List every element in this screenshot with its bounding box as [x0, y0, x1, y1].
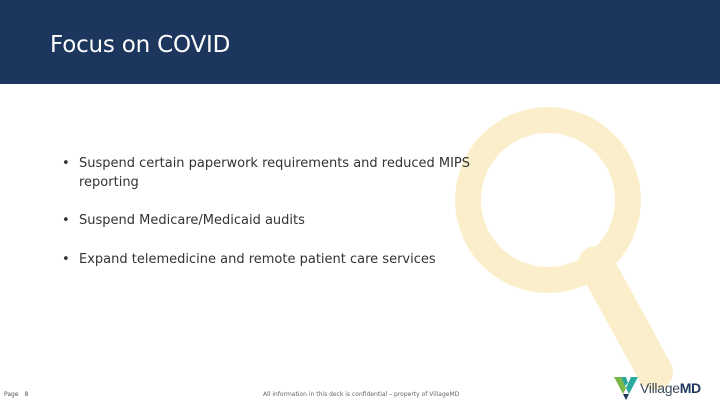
bullet-item — [62, 211, 492, 230]
bullet-text: Suspend certain paperwork requirements and reduced MIPS reporting — [79, 156, 471, 190]
logo-name-md: MD — [679, 380, 701, 396]
logo-wordmark — [640, 380, 701, 396]
confidential-notice: All information in this deck is confidential – property of VillageMD — [263, 391, 460, 398]
page-number — [4, 391, 34, 398]
bullet-marker: • — [62, 213, 70, 228]
villagemd-logo-icon — [612, 374, 640, 402]
bullet-marker: • — [62, 156, 70, 171]
bullet-item — [62, 250, 492, 269]
logo-name-village: Village — [640, 380, 680, 396]
bullet-text: Suspend Medicare/Medicaid audits — [79, 213, 305, 228]
page-label: Page — [4, 391, 19, 398]
villagemd-logo — [612, 374, 720, 402]
bullet-item — [62, 154, 492, 192]
bullet-marker: • — [62, 252, 70, 267]
bullet-text: Expand telemedicine and remote patient care services — [79, 252, 436, 267]
slide-title: Focus on COVID — [50, 32, 231, 58]
page-number-value: 8 — [24, 391, 29, 398]
